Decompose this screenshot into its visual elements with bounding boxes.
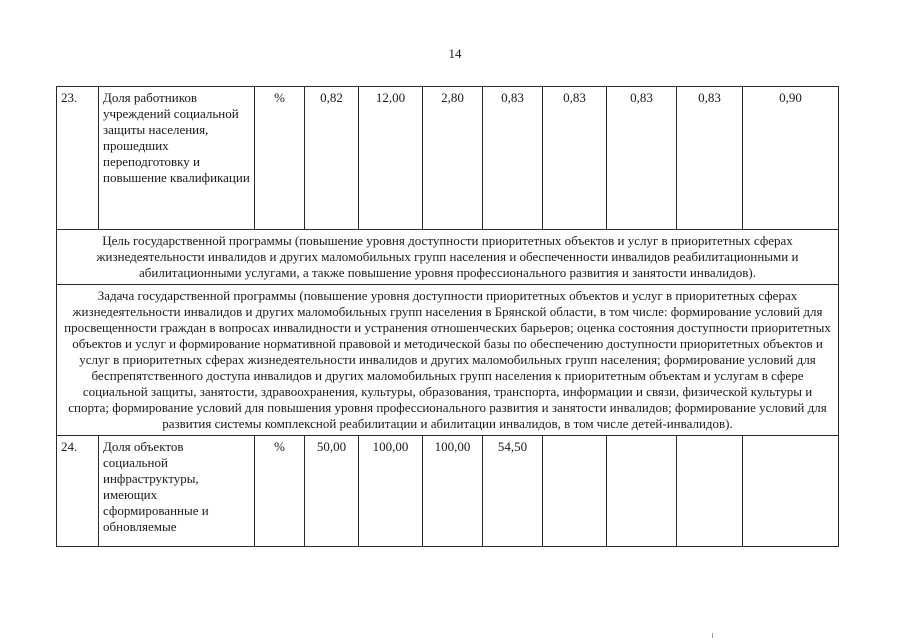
value-cell: 0,82 xyxy=(305,87,359,230)
value-cell: 50,00 xyxy=(305,436,359,547)
value-cell xyxy=(677,436,743,547)
value-cell: 0,83 xyxy=(483,87,543,230)
table-row xyxy=(57,87,839,230)
value-cell: 12,00 xyxy=(359,87,423,230)
value-cell: 0,83 xyxy=(607,87,677,230)
row-number: 23. xyxy=(57,87,99,230)
value-cell: 2,80 xyxy=(423,87,483,230)
goal-row xyxy=(57,230,839,285)
value-cell xyxy=(607,436,677,547)
program-goal-text: Цель государственной программы (повышение уровня доступности приоритетных объектов и услуг в приоритетных сферах жизнедеятельности инвалидов и других маломобильных групп населения и обеспеченности инвалидов реабилитационными и абилитационными услугами, а также повышение уровня профессионального развития и занятости инвалидов). xyxy=(57,230,839,285)
indicator-name: Доля работников учреждений социальной защиты населения, прошедших переподготовку и повышение квалификации xyxy=(99,87,255,230)
row-number: 24. xyxy=(57,436,99,547)
value-cell xyxy=(543,436,607,547)
unit-cell: % xyxy=(255,87,305,230)
value-cell: 0,90 xyxy=(743,87,839,230)
table-row xyxy=(57,436,839,547)
page-number: 14 xyxy=(448,46,462,61)
indicator-name: Доля объектов социальной инфраструктуры, имеющих сформированные и обновляемые xyxy=(99,436,255,547)
task-row xyxy=(57,285,839,436)
value-cell: 100,00 xyxy=(423,436,483,547)
value-cell xyxy=(743,436,839,547)
value-cell: 54,50 xyxy=(483,436,543,547)
unit-cell: % xyxy=(255,436,305,547)
program-task-text: Задача государственной программы (повышение уровня доступности приоритетных объектов и услуг в приоритетных сферах жизнедеятельности инвалидов и других маломобильных групп населения в Брянской области, в том числе: формирование условий для просвещенности граждан в вопросах инвалидности и устранения отношенческих барьеров; оценка состояния доступности приоритетных объектов и услуг и формирование нормативной правовой и методической базы по обеспечению доступности приоритетных объектов и услуг в приоритетных сферах жизнедеятельности инвалидов и других маломобильных групп населения; формирование условий для беспрепятственного доступа инвалидов и других маломобильных групп населения к приоритетным объектам и услугам в сфере социальной защиты, занятости, здравоохранения, культуры, образования, транспорта, информации и связи, физической культуры и спорта; формирование условий для повышения уровня профессионального развития и занятости инвалидов; формирование условий для развития системы комплексной реабилитации и абилитации инвалидов, в том числе детей-инвалидов). xyxy=(57,285,839,436)
indicators-table xyxy=(56,86,839,547)
value-cell: 0,83 xyxy=(677,87,743,230)
value-cell: 0,83 xyxy=(543,87,607,230)
value-cell: 100,00 xyxy=(359,436,423,547)
scan-artifact xyxy=(712,633,713,638)
